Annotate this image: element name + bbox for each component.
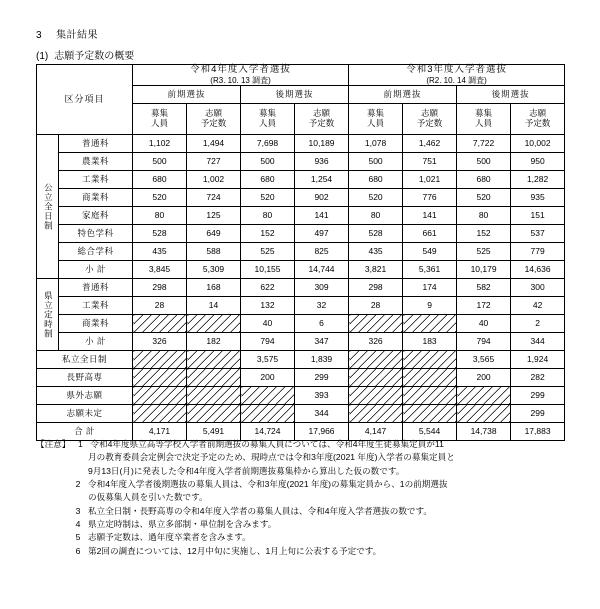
note-item-4 [36, 518, 566, 531]
cell: 5,491 [187, 423, 241, 441]
group-label-2: 県立定時制 [37, 279, 59, 351]
cell-empty [133, 405, 187, 423]
row-label: 小 計 [59, 261, 133, 279]
cell-empty [349, 387, 403, 405]
year-sub-1: (R3. 10. 13 調査) [210, 75, 271, 85]
cell: 10,179 [457, 261, 511, 279]
note-number: 2 [75, 478, 81, 489]
row-label: 工業科 [59, 171, 133, 189]
cell: 1,078 [349, 135, 403, 153]
cell: 282 [511, 369, 565, 387]
cell: 520 [349, 189, 403, 207]
cell: 174 [403, 279, 457, 297]
cell-empty [457, 387, 511, 405]
cell-empty [241, 405, 295, 423]
year-title-1: 令和4年度入学者選抜 [190, 64, 291, 75]
selection-4: 後期選抜 [457, 86, 565, 104]
table-row [37, 171, 565, 189]
row-label: 志願未定 [37, 405, 133, 423]
cell: 200 [457, 369, 511, 387]
cell: 10,002 [511, 135, 565, 153]
cell-empty [403, 405, 457, 423]
cell: 5,309 [187, 261, 241, 279]
cell: 7,722 [457, 135, 511, 153]
row-label: 商業科 [59, 315, 133, 333]
row-label: 普通科 [59, 279, 133, 297]
cell: 902 [295, 189, 349, 207]
cell: 724 [187, 189, 241, 207]
cell: 661 [403, 225, 457, 243]
cell-empty [133, 387, 187, 405]
cell: 125 [187, 207, 241, 225]
cell: 582 [457, 279, 511, 297]
cell-empty [187, 387, 241, 405]
row-label: 合 計 [37, 423, 133, 441]
cell: 528 [349, 225, 403, 243]
cell: 393 [295, 387, 349, 405]
cell: 1,462 [403, 135, 457, 153]
cell: 80 [457, 207, 511, 225]
note-number: 3 [75, 505, 81, 516]
note-text: 志願予定数は、過年度卒業者を含みます。 [88, 532, 251, 543]
row-label: 普通科 [59, 135, 133, 153]
row-label: 工業科 [59, 297, 133, 315]
note-text: 月の教育委員会定例会で決定予定のため、現時点では令和3年度(2021 年度)入学者の募集定員と [88, 452, 455, 463]
note-text: 9月13日(月)に発表した令和4年度入学者前期選抜募集枠から算出した仮の数です。 [88, 465, 405, 476]
cell: 680 [457, 171, 511, 189]
cell: 132 [241, 297, 295, 315]
cell: 525 [241, 243, 295, 261]
cell: 14,724 [241, 423, 295, 441]
cell: 168 [187, 279, 241, 297]
table-row-subtotal [37, 261, 565, 279]
table-row [37, 207, 565, 225]
note-text: 県立定時制は、県立多部制・単位制を含みます。 [88, 518, 277, 529]
table-row [37, 279, 565, 297]
cell: 10,155 [241, 261, 295, 279]
year-header-2 [349, 65, 565, 86]
cell: 309 [295, 279, 349, 297]
cell: 299 [511, 405, 565, 423]
note-item-6 [36, 545, 566, 558]
cell: 28 [349, 297, 403, 315]
table-row-subtotal [37, 333, 565, 351]
year-sub-2: (R2. 10. 14 調査) [426, 75, 487, 85]
year-title-2: 令和3年度入学者選抜 [406, 64, 507, 75]
cell: 435 [133, 243, 187, 261]
row-label: 家庭科 [59, 207, 133, 225]
cell: 500 [241, 153, 295, 171]
cell: 528 [133, 225, 187, 243]
cell-empty [349, 369, 403, 387]
table-row [37, 243, 565, 261]
cell: 649 [187, 225, 241, 243]
summary-table [36, 64, 565, 441]
cell: 3,845 [133, 261, 187, 279]
subsection-heading [36, 47, 134, 62]
cell: 751 [403, 153, 457, 171]
row-label: 農業科 [59, 153, 133, 171]
cell: 950 [511, 153, 565, 171]
cell: 936 [295, 153, 349, 171]
table-row [37, 387, 565, 405]
note-number: 1 [78, 439, 83, 449]
cell: 6 [295, 315, 349, 333]
cell-empty [349, 405, 403, 423]
cell: 1,002 [187, 171, 241, 189]
cell: 1,494 [187, 135, 241, 153]
cell: 14,738 [457, 423, 511, 441]
cell-empty [403, 315, 457, 333]
cell: 537 [511, 225, 565, 243]
note-number: 6 [75, 545, 81, 556]
cell: 152 [241, 225, 295, 243]
measure-7: 志願 予定数 [511, 104, 565, 135]
cell: 680 [133, 171, 187, 189]
cell: 525 [457, 243, 511, 261]
cell-empty [403, 369, 457, 387]
cell-empty [187, 405, 241, 423]
notes-title: 【注意】 [36, 439, 71, 449]
cell: 5,361 [403, 261, 457, 279]
cell: 1,021 [403, 171, 457, 189]
cell-empty [187, 315, 241, 333]
note-item-5 [36, 531, 566, 544]
cell: 141 [295, 207, 349, 225]
cell: 300 [511, 279, 565, 297]
cell: 14,636 [511, 261, 565, 279]
row-label: 長野高専 [37, 369, 133, 387]
cell: 825 [295, 243, 349, 261]
year-header-1 [133, 65, 349, 86]
cell: 141 [403, 207, 457, 225]
cell: 727 [187, 153, 241, 171]
cell: 500 [349, 153, 403, 171]
table-row [37, 153, 565, 171]
table-row [37, 405, 565, 423]
measure-5: 志願 予定数 [403, 104, 457, 135]
notes-block [36, 438, 566, 558]
cell: 299 [295, 369, 349, 387]
cell: 794 [241, 333, 295, 351]
cell-empty [403, 351, 457, 369]
selection-2: 後期選抜 [241, 86, 349, 104]
cell: 182 [187, 333, 241, 351]
cell: 3,821 [349, 261, 403, 279]
cell-empty [241, 387, 295, 405]
cell: 1,924 [511, 351, 565, 369]
cell-empty [349, 351, 403, 369]
section-heading [36, 26, 98, 41]
cell: 935 [511, 189, 565, 207]
cell: 680 [349, 171, 403, 189]
row-label: 小 計 [59, 333, 133, 351]
cell: 40 [241, 315, 295, 333]
row-label: 特色学科 [59, 225, 133, 243]
cell: 32 [295, 297, 349, 315]
note-text: 令和4年度県立高等学校入学者前期選抜の募集人員については、令和4年度生徒募集定員が11 [90, 439, 444, 449]
section-number: 3 [36, 30, 43, 41]
cell-empty [187, 369, 241, 387]
cell: 347 [295, 333, 349, 351]
note-number: 5 [75, 532, 81, 543]
table-row [37, 225, 565, 243]
table-row [37, 369, 565, 387]
measure-0: 募集 人員 [133, 104, 187, 135]
cell-empty [133, 369, 187, 387]
table-row [37, 315, 565, 333]
cell: 14,744 [295, 261, 349, 279]
cell: 4,147 [349, 423, 403, 441]
group-label-1: 公立全日制 [37, 135, 59, 279]
cell: 152 [457, 225, 511, 243]
measure-2: 募集 人員 [241, 104, 295, 135]
cell: 10,189 [295, 135, 349, 153]
table-row [37, 135, 565, 153]
cell: 500 [133, 153, 187, 171]
note-text: 私立全日制・長野高専の令和4年度入学者の募集人員は、令和4年度入学者選抜の数です。 [88, 505, 433, 516]
cell: 17,883 [511, 423, 565, 441]
measure-6: 募集 人員 [457, 104, 511, 135]
cell: 588 [187, 243, 241, 261]
cell: 5,544 [403, 423, 457, 441]
measure-4: 募集 人員 [349, 104, 403, 135]
table-row [37, 351, 565, 369]
cell: 80 [241, 207, 295, 225]
cell-empty [133, 315, 187, 333]
cell: 40 [457, 315, 511, 333]
cell: 80 [133, 207, 187, 225]
note-text: 令和4年度入学者後期選抜の募集人員は、令和3年度(2021 年度)の募集定員から、1の前期選抜 [88, 478, 448, 489]
measure-3: 志願 予定数 [295, 104, 349, 135]
row-label: 総合学科 [59, 243, 133, 261]
cell: 151 [511, 207, 565, 225]
cell: 2 [511, 315, 565, 333]
cell: 42 [511, 297, 565, 315]
table-row [37, 189, 565, 207]
cell: 1,839 [295, 351, 349, 369]
cell: 299 [511, 387, 565, 405]
cell: 500 [457, 153, 511, 171]
cell: 4,171 [133, 423, 187, 441]
selection-1: 前期選抜 [133, 86, 241, 104]
note-number: 4 [75, 518, 81, 529]
section-title: 集計結果 [56, 30, 99, 41]
table-row [37, 297, 565, 315]
note-text: 第2回の調査については、12月中旬に実施し、1月上旬に公表する予定です。 [88, 545, 382, 556]
cell: 298 [349, 279, 403, 297]
cell: 28 [133, 297, 187, 315]
cell: 497 [295, 225, 349, 243]
cell: 7,698 [241, 135, 295, 153]
cell: 3,575 [241, 351, 295, 369]
cell: 326 [349, 333, 403, 351]
row-label: 県外志願 [37, 387, 133, 405]
subsection-number: (1) [36, 51, 49, 62]
cell: 776 [403, 189, 457, 207]
cell: 622 [241, 279, 295, 297]
note-item-1 [36, 438, 566, 451]
row-label: 私立全日制 [37, 351, 133, 369]
cell: 1,282 [511, 171, 565, 189]
cell-empty [403, 387, 457, 405]
cell-empty [133, 351, 187, 369]
cell: 17,966 [295, 423, 349, 441]
cell: 1,102 [133, 135, 187, 153]
cell: 14 [187, 297, 241, 315]
cell: 200 [241, 369, 295, 387]
subsection-title: 志願予定数の概要 [54, 51, 135, 62]
cell: 3,565 [457, 351, 511, 369]
cell: 344 [295, 405, 349, 423]
cell: 183 [403, 333, 457, 351]
cell-empty [187, 351, 241, 369]
cell: 344 [511, 333, 565, 351]
cell: 435 [349, 243, 403, 261]
cell: 520 [133, 189, 187, 207]
cell: 326 [133, 333, 187, 351]
cell: 520 [241, 189, 295, 207]
cell: 549 [403, 243, 457, 261]
cell-empty [457, 405, 511, 423]
cell: 80 [349, 207, 403, 225]
note-item-3 [36, 505, 566, 518]
cell: 794 [457, 333, 511, 351]
cell: 298 [133, 279, 187, 297]
selection-3: 前期選抜 [349, 86, 457, 104]
cell: 1,254 [295, 171, 349, 189]
note-item-2 [36, 478, 566, 491]
row-label: 商業科 [59, 189, 133, 207]
cell-empty [349, 315, 403, 333]
cell: 9 [403, 297, 457, 315]
note-text: の仮募集人員を引いた数です。 [88, 492, 208, 503]
cell: 779 [511, 243, 565, 261]
corner-label: 区分項目 [37, 65, 133, 135]
cell: 680 [241, 171, 295, 189]
table-header-year-row [37, 65, 565, 86]
measure-1: 志願 予定数 [187, 104, 241, 135]
cell: 172 [457, 297, 511, 315]
cell: 520 [457, 189, 511, 207]
